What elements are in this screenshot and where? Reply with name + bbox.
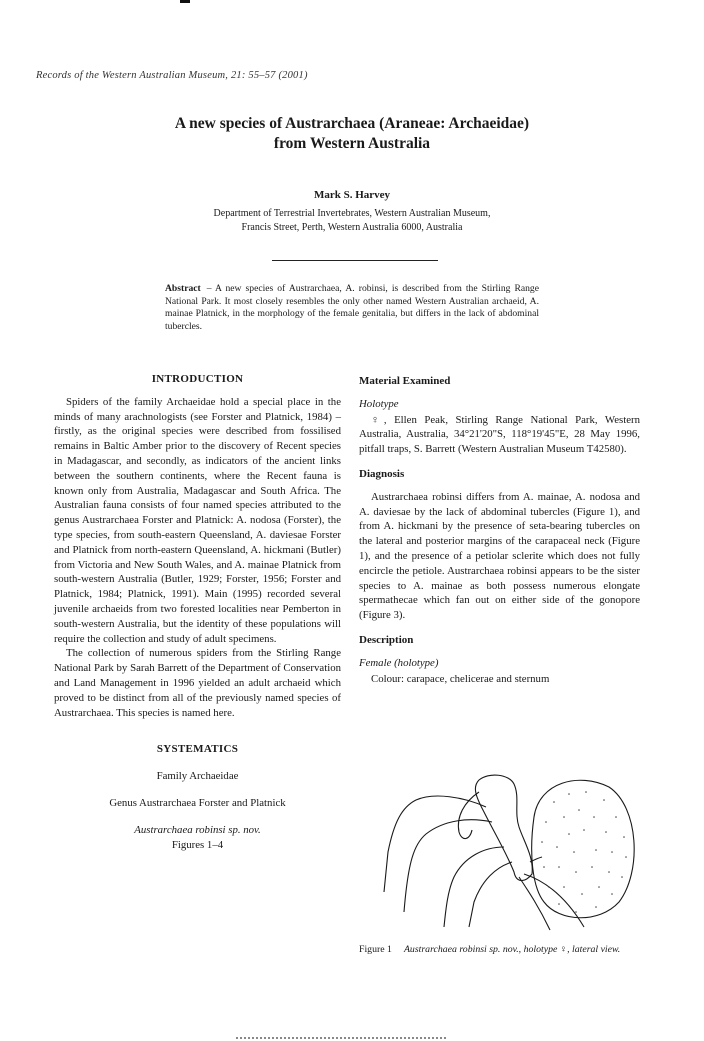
genus-name: Genus Austrarchaea Forster and Platnick [109,796,286,809]
figure-caption [359,944,640,957]
running-head: Records of the Western Australian Museum, 21: 55–57 (2001) [36,70,308,81]
diagnosis-heading: Diagnosis [359,467,405,480]
scan-mark [180,0,190,3]
systematics-heading: SYSTEMATICS [156,743,239,756]
spider-illustration [364,762,640,932]
title-divider [272,260,438,261]
bottom-scan-line [236,1037,446,1039]
species-figures-ref: Figures 1–4 [171,838,224,851]
family-name: Family Archaeidae [156,770,239,783]
left-column [54,372,341,852]
affiliation-line-2: Francis Street, Perth, Western Australia 6000, Australia [241,222,463,233]
abstract-label: Abstract [165,283,201,294]
right-column [359,374,640,686]
material-examined-heading: Material Examined [359,375,451,387]
holotype-heading: Holotype [359,397,399,410]
introduction-heading: INTRODUCTION [151,373,244,385]
abstract-text: – A new species of Austrarchaea, A. robinsi, is described from the Stirling Range National Park. It most closely resembles the only other named Western Australian archaeid, A. mainae Platnick, in the morphology of the female genitalia, but differs in the lack of abdominal tubercles. [165,283,539,332]
abstract [165,283,539,333]
figure-caption-text: Austrarchaea robinsi sp. nov., holotype ♀, lateral view. [403,944,621,955]
female-holotype-heading: Female (holotype) [359,656,439,669]
colour-text: Colour: carapace, chelicerae and sternum [371,672,550,685]
affiliation-line-1: Department of Terrestrial Invertebrates, Western Australian Museum, [213,208,491,219]
description-heading: Description [359,633,414,646]
species-name: Austrarchaea robinsi sp. nov. [134,823,261,836]
author-name: Mark S. Harvey [313,189,391,201]
title-line-1: A new species of Austrarchaea (Araneae: Archaeidae) [174,115,530,132]
title-line-2: from Western Australia [273,135,431,152]
figure-caption-label: Figure 1 [359,944,392,955]
holotype-text: ♀, Ellen Peak, Stirling Range National Park, Western Australia, Australia, 34°21'20"S, 118°19'45"E, 28 May 1996, pitfall traps, S. Barrett (Western Australian Museum T42580). [359,413,640,456]
diagnosis-text: Austrarchaea robinsi differs from A. mainae, A. nodosa and A. daviesae by the lack of abdominal tubercles (Figure 1), and from A. hickmani by the presence of seta-bearing tubercles on the lateral and posterior margins of the carapaceal neck (Figure 1), and the presence of a petiolar sclerite which does not fully encircle the petiole. Austrarchaea robinsi appears to be the sister species to A. mainae as both possess numerous elongate spermathecae which fan out on either side of the gonopore (Figure 3). [359,490,640,622]
affiliation [0,207,704,235]
spider-drawing-icon [364,762,640,932]
paper-title [0,114,704,154]
introduction-paragraph-2: The collection of numerous spiders from the Stirling Range National Park by Sarah Barrett of the Department of Conservation and Land Management in 1996 yielded an adult archaeid which proved to be distinct from all of the previously named species of Austrarchaea. This species is named here. [54,647,341,719]
introduction-paragraph-1: Spiders of the family Archaeidae hold a special place in the minds of many arachnologists (see Forster and Platnick, 1984) – firstly, as the original species were described from fossilised remains in Baltic Amber prior to the discovery of Recent species in Madagascar, and secondly, as indicators of the ancient links between the southern continents, where the Recent fauna is known only from Australia, Madagascar and South Africa. The Australian fauna consists of four named species attributed to the genus Austrarchaea Forster and Platnick: A. nodosa (Forster), the type species, from south-eastern Queensland, A. daviesae Forster and Platnick from north-eastern Queensland, A. hickmani (Butler) from Victoria and New South Wales, and A. mainae Platnick from south-western Australia (Butler, 1929; Forster, 1956; Forster and Platnick, 1984; Platnick, 1991). Main (1995) recorded several juvenile archaeids from two forested localities near Pemberton in south-western Australia, but the identity of these populations will require the collection and study of adult specimens. [54,395,341,645]
